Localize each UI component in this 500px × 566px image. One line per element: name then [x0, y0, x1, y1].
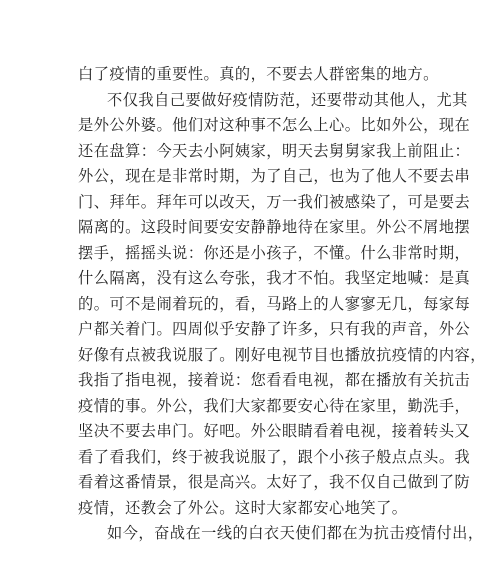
- body-text: [78, 62, 486, 547]
- text-line: 什么隔离，没有这么夸张，我才不怕。我坚定地喊：是真: [78, 269, 471, 287]
- text-line: 门、拜年。拜年可以改天，万一我们被感染了，可是要去: [78, 192, 471, 211]
- text-line: 我指了指电视，接着说：您看看电视，都在播放有关抗击: [78, 371, 471, 389]
- text-line: 疫情，还教会了外公。这时大家都安心地笑了。: [78, 498, 408, 517]
- text-line: 的。可不是闹着玩的，看，马路上的人寥寥无几，每家每: [78, 294, 471, 313]
- paragraph-first-line: 如今，奋战在一线的白衣天使们都在为抗击疫情付出，: [107, 524, 484, 542]
- text-line: 户都关着门。四周似乎安静了许多，只有我的声音，外公: [78, 320, 471, 338]
- text-line: 白了疫情的重要性。真的，不要去人群密集的地方。: [78, 65, 439, 83]
- text-line: 疫情的事。外公，我们大家都要安心待在家里，勤洗手，: [78, 396, 471, 415]
- text-line: 是外公外婆。他们对这种事不怎么上心。比如外公，现在: [78, 116, 471, 134]
- paragraph-first-line: 不仅我自己要做好疫情防范，还要带动其他人，尤其: [107, 90, 468, 109]
- text-line: 还在盘算：今天去小阿姨家，明天去舅舅家我上前阻止：: [78, 141, 471, 160]
- text-line: 隔离的。这段时间要安安静静地待在家里。外公不屑地摆: [78, 218, 471, 236]
- text-line: 外公，现在是非常时期，为了自己，也为了他人不要去串: [78, 167, 471, 185]
- text-line: 摆手，摇摇头说：你还是小孩子，不懂。什么非常时期，: [78, 243, 471, 262]
- text-line: 坚决不要去串门。好吧。外公眼睛看着电视，接着转头又: [78, 422, 471, 440]
- text-line: 好像有点被我说服了。刚好电视节目也播放抗疫情的内容，: [78, 345, 486, 364]
- text-line: 看了看我们，终于被我说服了，跟个小孩子般点点头。我: [78, 447, 471, 466]
- text-line: 看着这番情景，很是高兴。太好了，我不仅自己做到了防: [78, 473, 471, 491]
